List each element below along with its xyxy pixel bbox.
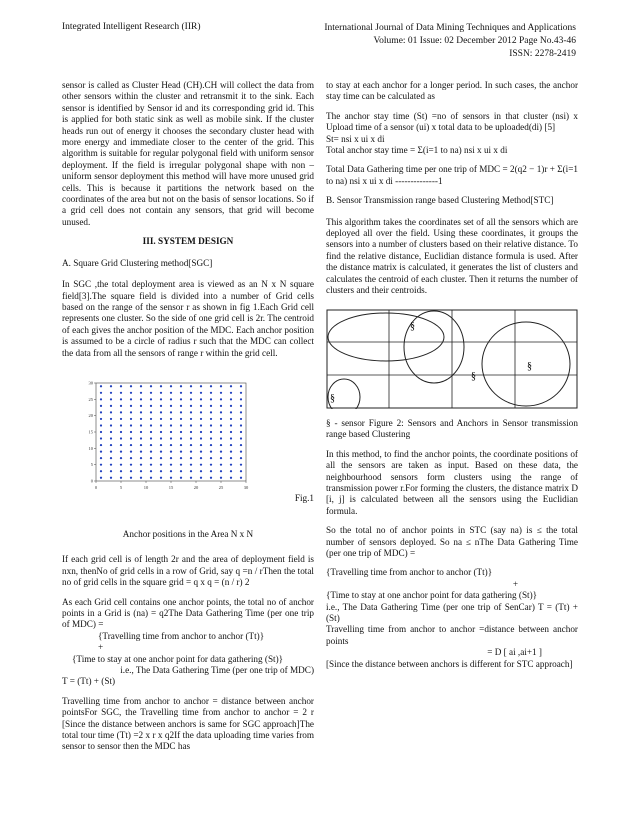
- paragraph: As each Grid cell contains one anchor points, the total no of anchor points in a Grid is (na) = q2The Data Gathering Time (per one trip of MDC) =: [62, 596, 314, 630]
- data-point: [220, 470, 222, 472]
- paragraph: Travelling time from anchor to anchor = distance between anchor pointsFor SGC, the Travelling time from anchor to anchor = 2 r [Since the distance between anchors is same for SGC approach]The total tour time (Tt) =2 x r x q2If the data uploading time varies from sensor to sensor then the MDC has: [62, 695, 314, 752]
- x-tick-label: 5: [119, 484, 123, 490]
- data-point: [170, 405, 172, 407]
- scatter-plot: [76, 377, 251, 495]
- data-point: [150, 431, 152, 433]
- data-point: [140, 385, 142, 387]
- data-point: [190, 444, 192, 446]
- data-point: [180, 470, 182, 472]
- data-point: [130, 398, 132, 400]
- data-point: [180, 457, 182, 459]
- data-point: [110, 470, 112, 472]
- journal-volume: Volume: 01 Issue: 02 December 2012 Page No.43-46: [373, 36, 576, 46]
- data-point: [170, 424, 172, 426]
- data-point: [100, 398, 102, 400]
- data-point: [180, 450, 182, 452]
- data-point: [200, 457, 202, 459]
- data-point: [130, 470, 132, 472]
- data-point: [150, 392, 152, 394]
- data-point: [240, 418, 242, 420]
- data-point: [120, 437, 122, 439]
- data-point: [240, 457, 242, 459]
- figure-2-diagram: [326, 309, 578, 409]
- data-point: [140, 457, 142, 459]
- data-point: [240, 464, 242, 466]
- formula-line: +: [512, 578, 518, 589]
- data-point: [160, 418, 162, 420]
- data-point: [220, 385, 222, 387]
- data-point: [180, 398, 182, 400]
- x-tick-label: 15: [168, 484, 174, 490]
- data-point: [210, 418, 212, 420]
- data-point: [160, 431, 162, 433]
- data-point: [190, 470, 192, 472]
- data-point: [130, 418, 132, 420]
- data-point: [100, 385, 102, 387]
- data-point: [230, 470, 232, 472]
- x-tick-label: 10: [143, 484, 149, 490]
- equation: Total Data Gathering time per one trip of MDC = 2(q2 − 1)r + Σ(i=1 to na) nsi x ui x di --------------1: [326, 164, 578, 186]
- data-point: [240, 444, 242, 446]
- data-point: [100, 450, 102, 452]
- data-point: [120, 411, 122, 413]
- data-point: [170, 392, 172, 394]
- data-point: [190, 464, 192, 466]
- data-point: [240, 424, 242, 426]
- data-point: [170, 450, 172, 452]
- data-point: [170, 385, 172, 387]
- formula-line: {Time to stay at one anchor point for data gathering (St)}: [72, 653, 284, 664]
- data-point: [170, 457, 172, 459]
- data-point: [240, 450, 242, 452]
- data-point: [160, 405, 162, 407]
- data-point: [140, 444, 142, 446]
- data-point: [100, 424, 102, 426]
- data-point: [140, 418, 142, 420]
- data-point: [190, 477, 192, 479]
- data-point: [190, 392, 192, 394]
- paragraph: sensor is called as Cluster Head (CH).CH will collect the data from other sensors within the cluster and retransmit it to the sink. Each sensor is identified by Sensor id and its corresponding grid id. This is applied for both static sink as well as mobile sink. If the cluster heads run out of energy it chooses the secondary cluster head with more energy and immediate closer to the center of the grid. This algorithm is suitable for regular polygonal field with uniform sensor deployment. If the field is irregular polygonal shape with non – uniform sensor deployment this method will have more unused grid cells. This is because it partitions the network based on the coordinates of the area but not on the basis of sensor locations. So if a grid cell does not contain any sensors, that grid will become unused.: [62, 80, 314, 227]
- equation: St= nsi x ui x di: [326, 133, 385, 144]
- data-point: [240, 431, 242, 433]
- data-point: [130, 437, 132, 439]
- data-point: [230, 418, 232, 420]
- data-point: [130, 457, 132, 459]
- data-point: [210, 424, 212, 426]
- data-point: [190, 450, 192, 452]
- data-point: [170, 418, 172, 420]
- data-point: [180, 392, 182, 394]
- data-point: [220, 398, 222, 400]
- data-point: [190, 405, 192, 407]
- data-point: [230, 405, 232, 407]
- data-point: [200, 392, 202, 394]
- data-point: [240, 398, 242, 400]
- data-point: [220, 418, 222, 420]
- data-point: [140, 470, 142, 472]
- data-point: [200, 437, 202, 439]
- data-point: [130, 411, 132, 413]
- data-point: [200, 444, 202, 446]
- data-point: [140, 424, 142, 426]
- figure-1-caption: Anchor positions in the Area N x N: [122, 528, 254, 539]
- data-point: [120, 431, 122, 433]
- data-point: [160, 398, 162, 400]
- data-point: [220, 457, 222, 459]
- data-point: [240, 411, 242, 413]
- data-point: [180, 464, 182, 466]
- right-column: [326, 80, 578, 670]
- data-point: [150, 385, 152, 387]
- data-point: [230, 424, 232, 426]
- data-point: [180, 444, 182, 446]
- subsection-heading: B. Sensor Transmission range based Clustering Method[STC]: [326, 195, 554, 206]
- data-point: [140, 450, 142, 452]
- data-point: [110, 392, 112, 394]
- subsection-heading: A. Square Grid Clustering method[SGC]: [62, 257, 213, 268]
- data-point: [210, 470, 212, 472]
- data-point: [130, 464, 132, 466]
- data-point: [160, 470, 162, 472]
- data-point: [110, 411, 112, 413]
- data-point: [120, 450, 122, 452]
- data-point: [200, 411, 202, 413]
- y-tick-label: 10: [88, 445, 93, 451]
- data-point: [100, 411, 102, 413]
- data-point: [200, 398, 202, 400]
- data-point: [130, 477, 132, 479]
- page-header-left: Integrated Intelligent Research (IIR): [62, 22, 201, 32]
- data-point: [100, 470, 102, 472]
- data-point: [220, 411, 222, 413]
- data-point: [150, 424, 152, 426]
- data-point: [200, 418, 202, 420]
- data-point: [240, 477, 242, 479]
- data-point: [200, 385, 202, 387]
- data-point: [180, 477, 182, 479]
- data-point: [130, 405, 132, 407]
- data-point: [110, 398, 112, 400]
- formula-line: {Time to stay at one anchor point for data gathering (St)}: [326, 590, 538, 601]
- data-point: [130, 450, 132, 452]
- data-point: [230, 457, 232, 459]
- data-point: [180, 431, 182, 433]
- data-point: [110, 405, 112, 407]
- data-point: [140, 392, 142, 394]
- data-point: [240, 405, 242, 407]
- data-point: [240, 470, 242, 472]
- data-point: [120, 464, 122, 466]
- formula-line: = D [ ai ,ai+1 ]: [487, 647, 542, 658]
- figure-1-label: Fig.1: [294, 492, 314, 503]
- formula-line: [Since the distance between anchors is different for STC approach]: [326, 658, 573, 669]
- formula-line: {Travelling time from anchor to anchor (Tt)}: [98, 630, 265, 641]
- data-point: [180, 405, 182, 407]
- data-point: [120, 398, 122, 400]
- data-point: [160, 477, 162, 479]
- data-point: [150, 464, 152, 466]
- data-point: [240, 385, 242, 387]
- paragraph: This algorithm takes the coordinates set of all the sensors which are deployed all over the field. Using these coordinates, it groups the sensors into a number of clusters based on their relative distance. To find the relative distance, Euclidian distance formula is used. After the distance matrix is calculated, it generates the list of clusters and calculates the centroid of each cluster. Then it returns the number of clusters and their centroids.: [326, 216, 578, 296]
- data-point: [160, 392, 162, 394]
- data-point: [210, 477, 212, 479]
- data-point: [210, 444, 212, 446]
- section-heading: III. SYSTEM DESIGN: [142, 236, 234, 247]
- data-point: [210, 398, 212, 400]
- data-point: [120, 405, 122, 407]
- cluster-ellipse: [482, 322, 570, 406]
- y-tick-label: 15: [88, 429, 93, 435]
- data-point: [110, 457, 112, 459]
- y-tick-label: 25: [88, 396, 93, 402]
- formula-line: {Travelling time from anchor to anchor (Tt)}: [326, 567, 493, 578]
- data-point: [160, 424, 162, 426]
- data-point: [110, 418, 112, 420]
- data-point: [180, 385, 182, 387]
- data-point: [200, 405, 202, 407]
- data-point: [100, 437, 102, 439]
- sensor-symbol: §: [330, 392, 335, 404]
- data-point: [100, 418, 102, 420]
- data-point: [210, 457, 212, 459]
- data-point: [230, 385, 232, 387]
- data-point: [230, 464, 232, 466]
- data-point: [140, 398, 142, 400]
- data-point: [230, 437, 232, 439]
- data-point: [230, 411, 232, 413]
- data-point: [140, 477, 142, 479]
- data-point: [120, 418, 122, 420]
- data-point: [130, 392, 132, 394]
- data-point: [220, 392, 222, 394]
- journal-issn: ISSN: 2278-2419: [509, 49, 576, 59]
- data-point: [190, 457, 192, 459]
- sensor-symbol: §: [471, 370, 476, 382]
- data-point: [170, 477, 172, 479]
- formula-line: Travelling time from anchor to anchor =distance between anchor points: [326, 624, 578, 646]
- data-point: [140, 431, 142, 433]
- data-point: [120, 457, 122, 459]
- formula-line: i.e., The Data Gathering Time (per one trip of SenCar) T = (Tt) + (St): [326, 601, 578, 623]
- data-point: [120, 444, 122, 446]
- data-point: [180, 411, 182, 413]
- data-point: [150, 450, 152, 452]
- data-point: [200, 424, 202, 426]
- data-point: [170, 398, 172, 400]
- data-point: [190, 385, 192, 387]
- data-point: [220, 464, 222, 466]
- data-point: [200, 477, 202, 479]
- y-tick-label: 0: [90, 478, 93, 484]
- data-point: [170, 464, 172, 466]
- data-point: [210, 464, 212, 466]
- data-point: [160, 437, 162, 439]
- data-point: [230, 450, 232, 452]
- data-point: [220, 431, 222, 433]
- data-point: [100, 431, 102, 433]
- data-point: [150, 411, 152, 413]
- data-point: [220, 437, 222, 439]
- data-point: [110, 444, 112, 446]
- figure-2-caption: § - sensor Figure 2: Sensors and Anchors in Sensor transmission range based Clustering: [326, 417, 578, 440]
- sensor-symbol: §: [410, 320, 415, 332]
- data-point: [100, 464, 102, 466]
- data-point: [160, 450, 162, 452]
- data-point: [190, 398, 192, 400]
- data-point: [190, 424, 192, 426]
- data-point: [110, 464, 112, 466]
- data-point: [110, 431, 112, 433]
- y-tick-label: 5: [90, 462, 93, 468]
- data-point: [200, 431, 202, 433]
- cluster-ellipse: [328, 313, 444, 361]
- data-point: [210, 450, 212, 452]
- formula-line: +: [98, 642, 104, 653]
- formula-line: T = (Tt) + (St): [62, 676, 116, 687]
- data-point: [210, 405, 212, 407]
- x-tick-label: 25: [218, 484, 224, 490]
- data-point: [150, 418, 152, 420]
- data-point: [160, 444, 162, 446]
- data-point: [170, 411, 172, 413]
- y-tick-label: 30: [88, 380, 93, 386]
- data-point: [180, 424, 182, 426]
- data-point: [190, 431, 192, 433]
- data-point: [160, 457, 162, 459]
- figure-1: [62, 377, 314, 525]
- data-point: [150, 444, 152, 446]
- journal-title: International Journal of Data Mining Techniques and Applications: [324, 23, 576, 33]
- paragraph: If each grid cell is of length 2r and the area of deployment field is nxn, thenNo of grid cells in a row of Grid, say q =n / rThen the total no of grid cells in the square grid = q x q = (n / r) 2: [62, 554, 314, 588]
- data-point: [160, 411, 162, 413]
- data-point: [150, 477, 152, 479]
- data-point: [230, 398, 232, 400]
- data-point: [210, 392, 212, 394]
- data-point: [120, 477, 122, 479]
- data-point: [170, 437, 172, 439]
- data-point: [170, 431, 172, 433]
- data-point: [150, 470, 152, 472]
- data-point: [110, 437, 112, 439]
- data-point: [140, 411, 142, 413]
- data-point: [200, 464, 202, 466]
- formula-line: i.e., The Data Gathering Time (per one trip of MDC): [120, 665, 314, 675]
- data-point: [110, 424, 112, 426]
- data-point: [100, 457, 102, 459]
- paragraph: So the total no of anchor points in STC (say na) is ≤ the total number of sensors deployed. So na ≤ nThe Data Gathering Time (per one trip of MDC) =: [326, 525, 578, 558]
- data-point: [160, 464, 162, 466]
- paragraph: In this method, to find the anchor points, the coordinate positions of all the sensors are taken as input. Based on these data, the neighbourhood sensors form clusters using the range of transmission power r.For forming the clusters, the distance matrix D [i, j] is calculated between all the sensors using the Euclidian formula.: [326, 448, 578, 516]
- sensor-symbol: §: [527, 360, 532, 372]
- data-point: [210, 411, 212, 413]
- paragraph: to stay at each anchor for a longer period. In such cases, the anchor stay time can be calculated as: [326, 80, 578, 102]
- data-point: [180, 418, 182, 420]
- data-point: [100, 477, 102, 479]
- data-point: [190, 411, 192, 413]
- data-point: [110, 450, 112, 452]
- data-point: [220, 450, 222, 452]
- data-point: [190, 437, 192, 439]
- data-point: [240, 437, 242, 439]
- data-point: [200, 450, 202, 452]
- data-point: [110, 385, 112, 387]
- data-point: [210, 431, 212, 433]
- data-point: [140, 405, 142, 407]
- data-point: [130, 385, 132, 387]
- x-tick-label: 20: [193, 484, 199, 490]
- data-point: [200, 470, 202, 472]
- data-point: [230, 477, 232, 479]
- data-point: [170, 444, 172, 446]
- left-column: [62, 80, 314, 761]
- data-point: [130, 431, 132, 433]
- data-point: [220, 405, 222, 407]
- data-point: [160, 385, 162, 387]
- data-point: [110, 477, 112, 479]
- equation: Total anchor stay time = Σ(i=1 to na) nsi x ui x di: [326, 145, 508, 156]
- data-point: [180, 437, 182, 439]
- x-tick-label: 30: [243, 484, 249, 490]
- paragraph: In SGC ,the total deployment area is viewed as an N x N square field[3].The square field is divided into a number of Grid cells based on the range of the sensor r as shown in fig 1.Each Grid cell represents one cluster. So the side of one grid cell is 2r. The centroid of each gives the anchor position of the MDC. Each anchor position is assumed to be a circle of radius r such that the MDC can collect the data from all the sensors of range r within the grid cell.: [62, 279, 314, 358]
- data-point: [140, 437, 142, 439]
- data-point: [220, 424, 222, 426]
- data-point: [140, 464, 142, 466]
- data-point: [120, 385, 122, 387]
- data-point: [230, 392, 232, 394]
- data-point: [210, 437, 212, 439]
- data-point: [150, 457, 152, 459]
- data-point: [120, 470, 122, 472]
- data-point: [230, 444, 232, 446]
- data-point: [210, 385, 212, 387]
- data-point: [150, 398, 152, 400]
- page-header-right: [256, 22, 576, 61]
- data-point: [120, 424, 122, 426]
- data-point: [150, 405, 152, 407]
- x-tick-label: 0: [94, 484, 98, 490]
- data-point: [240, 392, 242, 394]
- data-point: [130, 444, 132, 446]
- y-tick-label: 20: [88, 413, 93, 419]
- data-point: [190, 418, 192, 420]
- data-point: [220, 444, 222, 446]
- data-point: [230, 431, 232, 433]
- data-point: [150, 437, 152, 439]
- data-point: [170, 470, 172, 472]
- data-point: [220, 477, 222, 479]
- data-point: [130, 424, 132, 426]
- data-point: [100, 392, 102, 394]
- data-point: [120, 392, 122, 394]
- data-point: [100, 405, 102, 407]
- equation: The anchor stay time (St) =no of sensors in that cluster (nsi) x Upload time of a sensor (ui) x total data to be uploaded(di) [5]: [326, 110, 578, 133]
- data-point: [100, 444, 102, 446]
